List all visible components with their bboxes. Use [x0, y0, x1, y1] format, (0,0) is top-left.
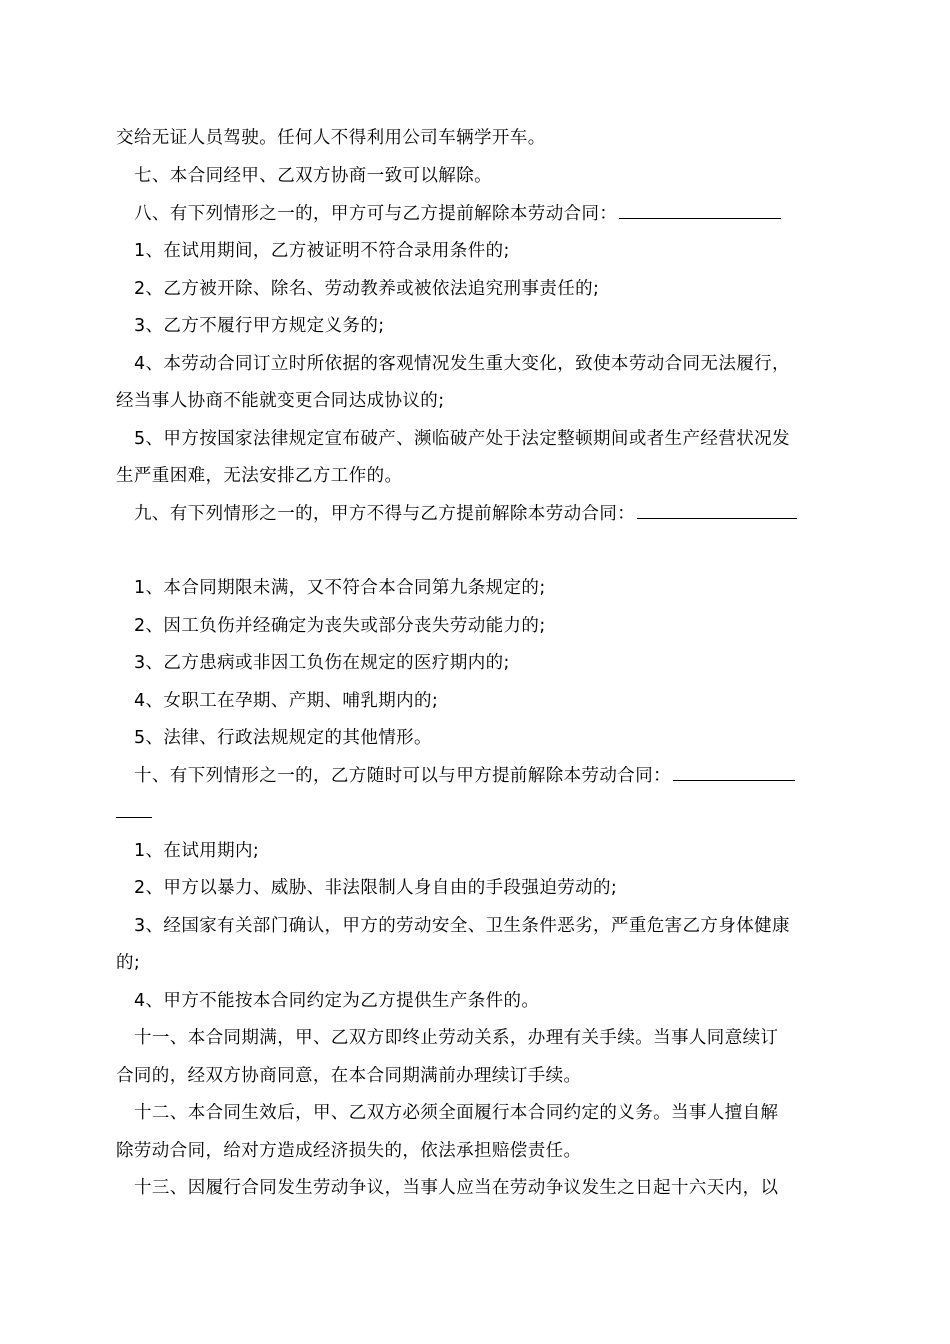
clause-9 — [134, 502, 854, 526]
clause-10-item-1: 1、在试用期内; — [134, 841, 260, 861]
clause-10-text: 十、有下列情形之一的，乙方随时可以与甲方提前解除本劳动合同： — [134, 766, 671, 786]
clause-10-item-4: 4、甲方不能按本合同约定为乙方提供生产条件的。 — [134, 991, 540, 1011]
clause-13: 十三、因履行合同发生劳动争议，当事人应当在劳动争议发生之日起十六天内，以 — [134, 1178, 779, 1198]
clause-9-item-3: 3、乙方患病或非因工负伤在规定的医疗期内的; — [134, 653, 510, 673]
clause-10-blank-cont — [116, 801, 836, 825]
text-line: 交给无证人员驾驶。任何人不得利用公司车辆学开车。 — [116, 128, 546, 148]
clause-12: 十二、本合同生效后，甲、乙双方必须全面履行本合同约定的义务。当事人擅自解 — [134, 1103, 779, 1123]
clause-8-item-2: 2、乙方被开除、除名、劳动教养或被依法追究刑事责任的; — [134, 279, 600, 299]
clause-8-item-3: 3、乙方不履行甲方规定义务的; — [134, 316, 385, 336]
fill-in-blank — [673, 764, 795, 781]
fill-in-blank — [116, 801, 152, 818]
clause-9-item-2: 2、因工负伤并经确定为丧失或部分丧失劳动能力的; — [134, 616, 546, 636]
clause-9-item-5: 5、法律、行政法规规定的其他情形。 — [134, 728, 432, 748]
clause-9-text: 九、有下列情形之一的，甲方不得与乙方提前解除本劳动合同： — [134, 504, 636, 524]
clause-8-text: 八、有下列情形之一的，甲方可与乙方提前解除本劳动合同： — [134, 204, 618, 224]
clause-9-item-4: 4、女职工在孕期、产期、哺乳期内的; — [134, 691, 439, 711]
clause-8-item-1: 1、在试用期间，乙方被证明不符合录用条件的; — [134, 241, 510, 261]
clause-8-item-4: 4、本劳动合同订立时所依据的客观情况发生重大变化，致使本劳动合同无法履行， — [134, 354, 790, 374]
clause-11-cont: 合同的，经双方协商同意，在本合同期满前办理续订手续。 — [116, 1066, 582, 1086]
clause-9-item-1: 1、本合同期限未满，又不符合本合同第九条规定的; — [134, 578, 546, 598]
fill-in-blank — [637, 502, 797, 519]
clause-8-item-5-cont: 生严重困难，无法安排乙方工作的。 — [116, 466, 403, 486]
clause-8-item-5: 5、甲方按国家法律规定宣布破产、濒临破产处于法定整顿期间或者生产经营状况发 — [134, 429, 790, 449]
clause-10-item-3: 3、经国家有关部门确认，甲方的劳动安全、卫生条件恶劣，严重危害乙方身体健康 — [134, 916, 790, 936]
clause-8-item-4-cont: 经当事人协商不能就变更合同达成协议的; — [116, 391, 445, 411]
clause-7: 七、本合同经甲、乙双方协商一致可以解除。 — [134, 166, 492, 186]
clause-8 — [134, 202, 854, 226]
clause-10-item-2: 2、甲方以暴力、威胁、非法限制人身自由的手段强迫劳动的; — [134, 878, 618, 898]
clause-10-item-3-cont: 的; — [116, 953, 141, 973]
fill-in-blank — [619, 202, 781, 219]
clause-11: 十一、本合同期满，甲、乙双方即终止劳动关系，办理有关手续。当事人同意续订 — [134, 1028, 779, 1048]
clause-12-cont: 除劳动合同，给对方造成经济损失的，依法承担赔偿责任。 — [116, 1141, 582, 1161]
clause-10 — [134, 764, 854, 788]
